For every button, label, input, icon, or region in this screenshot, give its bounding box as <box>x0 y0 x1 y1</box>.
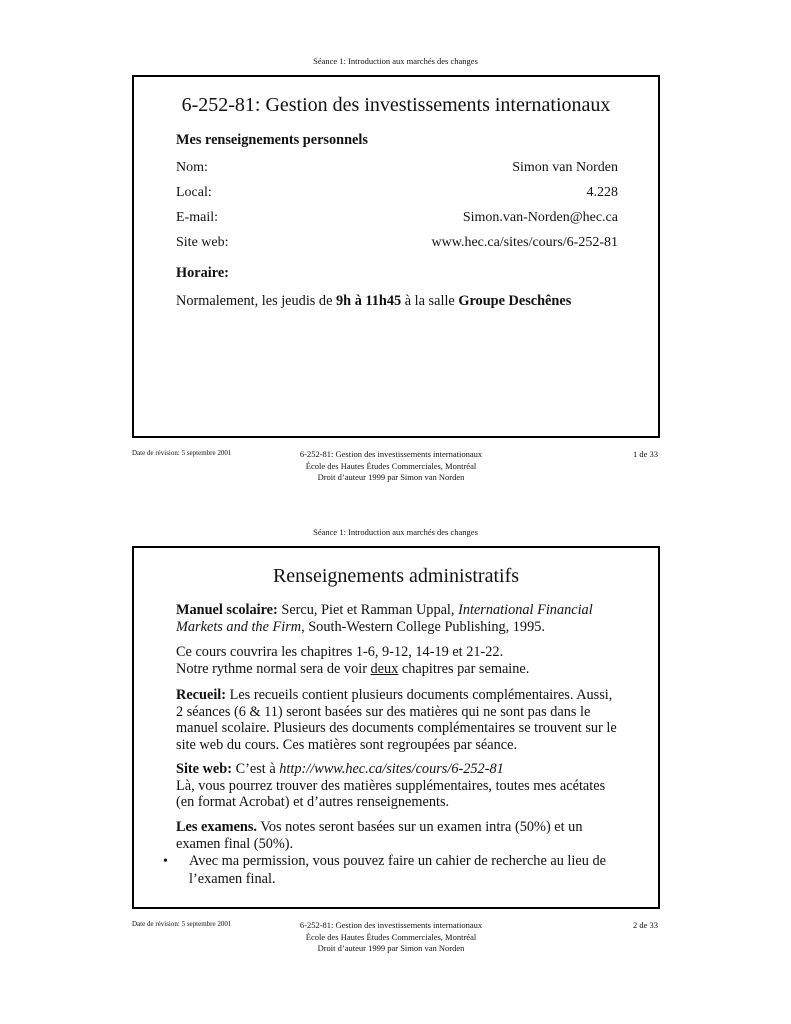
info-row-name <box>176 160 618 176</box>
slide1-footer-credits: 6-252-81: Gestion des investissements internationaux École des Hautes Études Commerciales, Montréal Droit d’auteur 1999 par Simon van Norden <box>299 449 483 482</box>
slide2-running-header: Séance 1: Introduction aux marchés des changes <box>313 527 478 537</box>
slide1-running-header: Séance 1: Introduction aux marchés des changes <box>313 56 478 66</box>
bullet-dot-icon: • <box>163 854 168 869</box>
website-paragraph: Site web: C’est à http://www.hec.ca/sites/cours/6-252-81 Là, vous pourrez trouver des matières supplémentaires, toutes mes acétates (en format Acrobat) et d’autres renseignements. <box>176 761 606 810</box>
info-label: E-mail: <box>176 210 218 225</box>
info-value: 4.228 <box>586 185 618 200</box>
info-row-website <box>176 235 618 251</box>
info-value: Simon van Norden <box>512 160 618 175</box>
textbook-paragraph: Manuel scolaire: Sercu, Piet et Ramman Uppal, International Financial Markets and the Firm, South-Western College Publishing, 1995. <box>176 602 593 635</box>
info-value[interactable]: Simon.van-Norden@hec.ca <box>462 210 618 225</box>
slide1-revision-date: Date de révision: 5 septembre 2001 <box>132 449 232 457</box>
info-value[interactable]: www.hec.ca/sites/cours/6-252-81 <box>431 235 618 250</box>
exams-paragraph: Les examens. Vos notes seront basées sur un examen intra (50%) et un examen final (50%). <box>176 819 583 852</box>
slide1-title: 6-252-81: Gestion des investissements internationaux <box>181 94 611 116</box>
slide1-frame <box>132 75 660 438</box>
course-site-link[interactable]: http://www.hec.ca/sites/cours/6-252-81 <box>279 761 504 777</box>
slide2-title: Renseignements administratifs <box>272 565 520 587</box>
slide1-page-number: 1 de 33 <box>632 449 658 459</box>
exam-bullet: • Avec ma permission, vous pouvez faire un cahier de recherche au lieu de l’examen final. <box>163 853 606 887</box>
reader-paragraph: Recueil: Les recueils contient plusieurs documents complémentaires. Aussi, 2 séances (6 & 11) seront basées sur des matières qui ne sont pas dans le manuel scolaire. Plusieurs des documents complémentaires se trouvent sur le site web du cours. Ces matières sont regroupées par séance. <box>176 687 617 753</box>
slide2-footer-credits: 6-252-81: Gestion des investissements internationaux École des Hautes Études Commerciales, Montréal Droit d’auteur 1999 par Simon van Norden <box>299 920 483 953</box>
slide2-page-number: 2 de 33 <box>632 920 658 930</box>
chapters-paragraph: Ce cours couvrira les chapitres 1-6, 9-12, 14-19 et 21-22. Notre rythme normal sera de voir deux chapitres par semaine. <box>176 644 530 677</box>
info-row-email <box>176 210 618 226</box>
personal-info-heading: Mes renseignements personnels <box>176 132 368 148</box>
info-label: Nom: <box>176 160 208 175</box>
info-row-office <box>176 185 618 201</box>
info-label: Site web: <box>176 235 229 250</box>
slide2-revision-date: Date de révision: 5 septembre 2001 <box>132 920 232 928</box>
schedule-heading: Horaire: <box>176 265 229 281</box>
info-label: Local: <box>176 185 212 200</box>
schedule-text: Normalement, les jeudis de 9h à 11h45 à la salle Groupe Deschênes <box>176 293 572 309</box>
slide2-frame <box>132 546 660 909</box>
